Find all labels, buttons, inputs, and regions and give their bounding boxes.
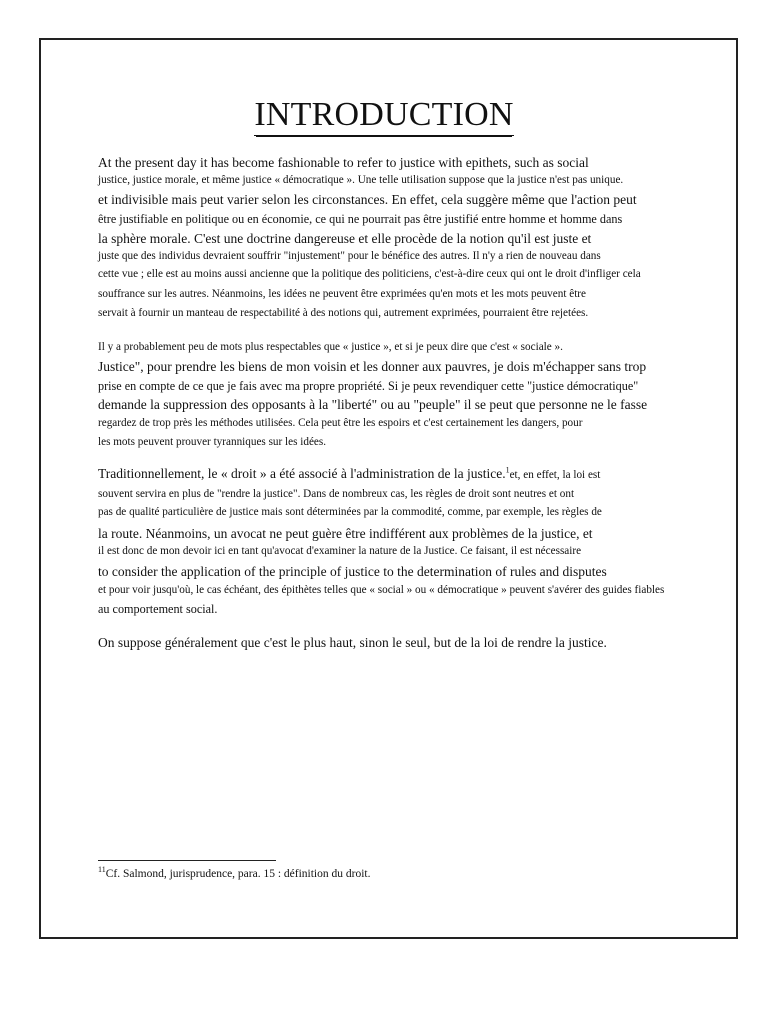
text-line [98, 506, 602, 518]
text-line-content: juste que des individus devraient souffrir "injustement" pour le bénéfice des autres. Il n'y a rien de nouveau dans [98, 250, 601, 262]
text-line-content: to consider the application of the principle of justice to the determination of rules and disputes [98, 564, 607, 579]
text-line-content: Justice", pour prendre les biens de mon voisin et les donner aux pauvres, je dois m'échapper sans trop [98, 359, 647, 374]
text-line-content: souvent servira en plus de "rendre la justice". Dans de nombreux cas, les règles de droit sont neutres et ont [98, 488, 575, 500]
text-line-content: au comportement social. [98, 602, 218, 616]
text-line-tail: et, en effet, la loi est [509, 469, 601, 481]
text-line [98, 417, 582, 429]
footnote [98, 865, 371, 880]
text-line [98, 250, 601, 262]
text-line-content: At the present day it has become fashionable to refer to justice with epithets, such as social [98, 155, 589, 170]
footnote-text: Cf. Salmond, jurisprudence, para. 15 : définition du droit. [105, 868, 371, 880]
text-line [98, 192, 637, 208]
text-line [98, 307, 588, 319]
text-line-content: la sphère morale. C'est une doctrine dangereuse et elle procède de la notion qu'il est juste et [98, 231, 592, 246]
text-line [98, 155, 589, 171]
footnote-separator [98, 860, 276, 861]
footnote-reference: 1 [505, 465, 510, 475]
text-line-content: prise en compte de ce que je fais avec ma propre propriété. Si je peux revendiquer cette "justice démocratique" [98, 379, 639, 393]
text-line [98, 379, 638, 394]
page-title-text: INTRODUCTION [254, 96, 513, 136]
text-line [98, 466, 600, 482]
text-line [98, 488, 574, 500]
text-line-content: il est donc de mon devoir ici en tant qu'avocat d'examiner la nature de la Justice. Ce faisant, il est nécessaire [98, 545, 582, 557]
text-line [98, 174, 623, 186]
text-line-content: et indivisible mais peut varier selon les circonstances. En effet, cela suggère même que l'action peut [98, 192, 637, 207]
text-line-content: la route. Néanmoins, un avocat ne peut guère être indifférent aux problèmes de la justice, et [98, 526, 593, 541]
text-line-content: et pour voir jusqu'où, le cas échéant, des épithètes telles que « social » ou « démocratique » peuvent s'avérer des guides fiables [98, 584, 665, 596]
text-line-content: souffrance sur les autres. Néanmoins, les idées ne peuvent être exprimées qu'en mots et les mots peuvent être [98, 288, 586, 300]
text-line-content: Il y a probablement peu de mots plus respectables que « justice », et si je peux dire que c'est « sociale ». [98, 341, 563, 353]
text-line-content: On suppose généralement que c'est le plus haut, sinon le seul, but de la loi de rendre la justice. [98, 635, 607, 650]
text-line [98, 231, 591, 247]
page-title [0, 96, 768, 136]
text-line [98, 545, 581, 557]
text-line-content: servait à fournir un manteau de respectabilité à des notions qui, autrement exprimées, pourraient être rejetées. [98, 307, 589, 319]
text-line [98, 397, 647, 413]
footnote-marker: 11 [98, 865, 106, 875]
text-line [98, 288, 586, 300]
text-line-content: Traditionnellement, le « droit » a été associé à l'administration de la justice. [98, 466, 506, 481]
text-line-content: pas de qualité particulière de justice mais sont déterminées par la commodité, comme, par exemple, les règles de [98, 506, 602, 518]
text-line-content: demande la suppression des opposants à la "liberté" ou au "peuple" il se peut que personne ne le fasse [98, 397, 648, 412]
text-line-content: cette vue ; elle est au moins aussi ancienne que la politique des politiciens, c'est-à-dire ceux qui ont le droit d'infliger cela [98, 268, 641, 280]
text-line [98, 268, 641, 280]
text-line-content: être justifiable en politique ou en économie, ce qui ne pourrait pas être justifié entre homme et homme dans [98, 212, 623, 226]
text-line [98, 212, 622, 227]
text-line [98, 526, 593, 542]
text-line-content: justice, justice morale, et même justice « démocratique ». Une telle utilisation suppose que la justice n'est pas unique. [98, 174, 624, 186]
text-line [98, 635, 607, 651]
text-line [98, 436, 326, 448]
text-line [98, 564, 607, 580]
text-line-content: les mots peuvent prouver tyranniques sur les idées. [98, 436, 327, 448]
text-line [98, 341, 563, 353]
text-line-content: regardez de trop près les méthodes utilisées. Cela peut être les espoirs et c'est certainement les dangers, pour [98, 417, 583, 429]
text-line [98, 359, 646, 375]
text-line [98, 584, 664, 596]
text-line [98, 602, 217, 617]
